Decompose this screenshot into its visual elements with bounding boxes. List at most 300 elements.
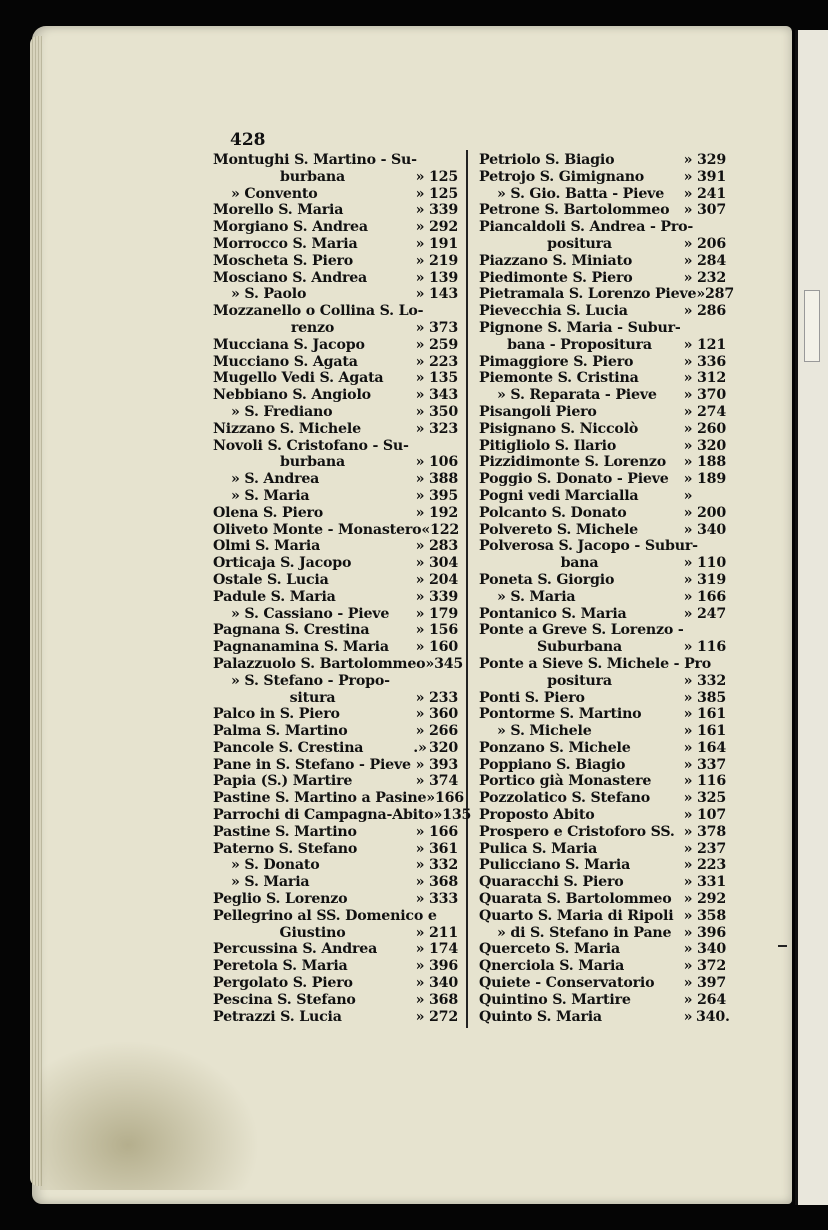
index-entry: [479, 169, 726, 186]
index-entry: [479, 807, 726, 824]
ditto-mark: »: [683, 605, 693, 622]
index-entry: [213, 773, 458, 790]
ditto-mark: »: [415, 403, 425, 420]
index-entry: [213, 706, 458, 723]
ditto-mark: »: [415, 168, 425, 185]
entry-name: » S. Reparata - Pieve: [497, 387, 657, 404]
entry-page: 339: [428, 202, 458, 219]
ditto-mark: »: [415, 353, 425, 370]
next-page-edge: [795, 30, 828, 1205]
entry-name: » S. Gio. Batta - Pieve: [497, 185, 665, 202]
ditto-mark: »: [683, 639, 693, 656]
index-entry: [213, 673, 458, 690]
ditto-mark: »: [683, 773, 693, 790]
index-entry: [479, 690, 726, 707]
entry-name: Pagnanamina S. Maria: [213, 639, 389, 656]
ditto-mark: »: [683, 387, 693, 404]
entry-name: Olmi S. Maria: [213, 538, 321, 555]
entry-name: » S. Stefano - Propo-: [231, 672, 390, 689]
entry-page: 325: [696, 790, 726, 807]
entry-name: Pisignano S. Niccolò: [479, 420, 639, 437]
index-entry: [479, 522, 726, 539]
ditto-mark: »: [415, 370, 425, 387]
entry-name: Quintino S. Martire: [479, 991, 631, 1008]
ditto-mark: »: [683, 420, 693, 437]
entry-name: » S. Michele: [497, 723, 592, 740]
entry-page: 287: [705, 286, 735, 303]
index-entry: [213, 522, 458, 539]
entry-name: Poppiano S. Biagio: [479, 756, 626, 773]
index-entry: [213, 690, 458, 707]
index-entry: [479, 186, 726, 203]
index-entry: [479, 740, 726, 757]
entry-page: 160: [428, 639, 458, 656]
ditto-mark: »: [683, 975, 693, 992]
entry-page: 161: [696, 706, 726, 723]
entry-page: 368: [428, 991, 458, 1008]
ditto-mark: »: [683, 823, 693, 840]
entry-name: Mosciano S. Andrea: [213, 269, 368, 286]
entry-name: bana - Propositura: [507, 336, 652, 353]
entry-page: 372: [696, 958, 726, 975]
index-entry: [213, 202, 458, 219]
index-entry: [213, 925, 458, 942]
ditto-mark: »: [415, 622, 425, 639]
entry-name: Ponti S. Piero: [479, 689, 585, 706]
entry-page: 286: [696, 303, 726, 320]
entry-page: 385: [696, 689, 726, 706]
entry-name: Ponte a Greve S. Lorenzo -: [479, 622, 684, 639]
entry-page: 397: [696, 975, 726, 992]
entry-page: 374: [428, 773, 458, 790]
index-entry: [479, 622, 726, 639]
ditto-mark: »: [683, 202, 693, 219]
index-entry: [479, 471, 726, 488]
ditto-mark: »: [683, 353, 693, 370]
index-entry: [479, 706, 726, 723]
index-entry: [213, 975, 458, 992]
entry-name: Polverosa S. Jacopo - Subur-: [479, 538, 698, 555]
index-entry: [213, 639, 458, 656]
entry-name: Ponzano S. Michele: [479, 739, 631, 756]
index-entry: [479, 606, 726, 623]
entry-name: Pozzolatico S. Stefano: [479, 790, 651, 807]
entry-page: 340: [696, 941, 726, 958]
entry-page: 122: [430, 521, 460, 538]
ditto-mark: «: [421, 521, 431, 538]
entry-page: 340: [696, 521, 726, 538]
entry-page: 135: [442, 807, 472, 824]
ditto-mark: »: [415, 975, 425, 992]
entry-name: Pitigliolo S. Ilario: [479, 437, 617, 454]
index-entry: [479, 857, 726, 874]
ditto-mark: »: [683, 689, 693, 706]
entry-page: 204: [428, 571, 458, 588]
ditto-mark: »: [683, 723, 693, 740]
ditto-mark: »: [415, 773, 425, 790]
entry-page: 125: [428, 185, 458, 202]
entry-name: Pane in S. Stefano - Pieve: [213, 756, 411, 773]
index-entry: [479, 236, 726, 253]
ditto-mark: »: [415, 941, 425, 958]
entry-name: Piedimonte S. Piero: [479, 269, 633, 286]
margin-mark: [778, 945, 787, 947]
index-entry: [213, 841, 458, 858]
index-entry: [479, 320, 726, 337]
entry-page: 179: [428, 605, 458, 622]
index-entry: [213, 606, 458, 623]
index-entry: [213, 857, 458, 874]
entry-page: 223: [428, 353, 458, 370]
index-entry: [213, 908, 458, 925]
ditto-mark: »: [683, 857, 693, 874]
ditto-mark: »: [415, 823, 425, 840]
index-entry: [479, 538, 726, 555]
index-entry: [213, 589, 458, 606]
ditto-mark: »: [683, 891, 693, 908]
index-entry: [213, 891, 458, 908]
entry-page: 312: [696, 370, 726, 387]
ditto-mark: »: [683, 555, 693, 572]
entry-page: 166: [428, 823, 458, 840]
ditto-mark: »: [683, 907, 693, 924]
ditto-mark: »: [683, 941, 693, 958]
index-entry: [479, 370, 726, 387]
ditto-mark: »: [415, 471, 425, 488]
entry-name: Olena S. Piero: [213, 504, 324, 521]
entry-name: Morello S. Maria: [213, 202, 344, 219]
entry-page: 106: [428, 454, 458, 471]
column-divider: [466, 150, 468, 1028]
index-entry: [213, 824, 458, 841]
index-entry: [213, 807, 472, 824]
ditto-mark: »: [415, 487, 425, 504]
ditto-mark: »: [415, 588, 425, 605]
entry-name: Pescina S. Stefano: [213, 991, 356, 1008]
entry-page: 211: [428, 924, 458, 941]
entry-name: Pisangoli Piero: [479, 403, 597, 420]
entry-name: Peglio S. Lorenzo: [213, 891, 348, 908]
index-entry: [479, 925, 726, 942]
entry-name: Quiete - Conservatorio: [479, 975, 655, 992]
index-entry: [213, 757, 458, 774]
index-entry: [213, 186, 458, 203]
index-entry: [479, 555, 726, 572]
entry-name: positura: [547, 235, 612, 252]
index-entry: [213, 555, 458, 572]
entry-name: » S. Andrea: [231, 471, 320, 488]
ditto-mark: »: [415, 336, 425, 353]
entry-page: 264: [696, 991, 726, 1008]
ditto-mark: »: [426, 790, 435, 807]
entry-page: 284: [696, 252, 726, 269]
entry-page: 396: [428, 958, 458, 975]
entry-page: 166: [434, 790, 464, 807]
ditto-mark: »: [415, 286, 425, 303]
ditto-mark: »: [683, 504, 693, 521]
ditto-mark: »: [415, 387, 425, 404]
entry-name: Pellegrino al SS. Domenico e: [213, 907, 437, 924]
entry-page: 272: [428, 1008, 458, 1025]
entry-page: 304: [428, 555, 458, 572]
index-entry: [479, 421, 726, 438]
index-entry: [479, 908, 726, 925]
index-entry: [213, 337, 458, 354]
ditto-mark: »: [683, 471, 693, 488]
entry-name: Nebbiano S. Angiolo: [213, 387, 371, 404]
entry-page: 320: [696, 437, 726, 454]
index-entry: [479, 253, 726, 270]
index-entry: [479, 303, 726, 320]
index-entry: [479, 723, 726, 740]
entry-page: 343: [428, 387, 458, 404]
entry-name: Giustino: [279, 924, 346, 941]
ditto-mark: »: [683, 454, 693, 471]
entry-name: Piazzano S. Miniato: [479, 252, 633, 269]
entry-page: 391: [696, 168, 726, 185]
entry-page: 107: [696, 807, 726, 824]
index-entry: [479, 572, 726, 589]
page-edges: [30, 36, 42, 1186]
index-entry: [479, 673, 726, 690]
index-entry: [213, 169, 458, 186]
ditto-mark: »: [415, 874, 425, 891]
index-entry: [213, 236, 458, 253]
index-column-left: [213, 152, 472, 1025]
index-entry: [213, 790, 464, 807]
ditto-mark: »: [683, 437, 693, 454]
entry-page: 307: [696, 202, 726, 219]
index-entry: [479, 354, 726, 371]
entry-name: » S. Frediano: [231, 403, 333, 420]
ditto-mark: »: [415, 571, 425, 588]
index-entry: [213, 270, 458, 287]
entry-name: Petriolo S. Biagio: [479, 152, 615, 168]
index-entry: [479, 488, 726, 505]
index-entry: [479, 790, 726, 807]
entry-page: 139: [428, 269, 458, 286]
ditto-mark: »: [415, 756, 425, 773]
entry-page: 219: [428, 252, 458, 269]
index-entry: [479, 773, 726, 790]
entry-page: 266: [428, 723, 458, 740]
index-entry: [479, 270, 726, 287]
entry-name: Pontorme S. Martino: [479, 706, 642, 723]
entry-name: Pulica S. Maria: [479, 840, 598, 857]
entry-page: 332: [696, 672, 726, 689]
index-entry: [479, 975, 726, 992]
entry-page: 339: [428, 588, 458, 605]
entry-page: 233: [428, 689, 458, 706]
entry-name: Querceto S. Maria: [479, 941, 620, 958]
ditto-mark: »: [683, 403, 693, 420]
ditto-mark: »: [415, 1008, 425, 1025]
entry-page: 361: [428, 840, 458, 857]
entry-name: » Convento: [231, 185, 318, 202]
ditto-mark: »: [415, 252, 425, 269]
entry-page: 396: [696, 924, 726, 941]
ditto-mark: »: [683, 739, 693, 756]
index-entry: [479, 404, 726, 421]
entry-name: Pietramala S. Lorenzo Pieve: [479, 286, 697, 303]
entry-page: 333: [428, 891, 458, 908]
entry-name: Poggio S. Donato - Pieve: [479, 471, 669, 488]
ditto-mark: »: [425, 655, 435, 672]
entry-name: Pizzidimonte S. Lorenzo: [479, 454, 666, 471]
entry-page: 188: [696, 454, 726, 471]
ditto-mark: »: [683, 840, 693, 857]
entry-name: Orticaja S. Jacopo: [213, 555, 352, 572]
index-entry: [213, 941, 458, 958]
entry-name: Petrazzi S. Lucia: [213, 1008, 342, 1025]
index-entry: [213, 152, 458, 169]
entry-name: Portico già Monastere: [479, 773, 652, 790]
entry-name: Mozzanello o Collina S. Lo-: [213, 303, 424, 320]
entry-page: 192: [428, 504, 458, 521]
ditto-mark: »: [683, 924, 693, 941]
ditto-mark: »: [683, 152, 693, 168]
entry-page: 320: [428, 739, 458, 756]
index-entry: [213, 370, 458, 387]
entry-name: Morrocco S. Maria: [213, 235, 358, 252]
entry-page: 395: [428, 487, 458, 504]
entry-name: » S. Donato: [231, 857, 320, 874]
ditto-mark: »: [683, 1008, 693, 1025]
ditto-mark: »: [683, 370, 693, 387]
index-entry: [479, 941, 726, 958]
entry-page: 121: [696, 336, 726, 353]
entry-name: » S. Maria: [231, 487, 310, 504]
entry-name: Palco in S. Piero: [213, 706, 340, 723]
entry-page: 241: [696, 185, 726, 202]
index-entry: [479, 202, 726, 219]
ditto-mark: »: [415, 639, 425, 656]
ditto-mark: »: [415, 555, 425, 572]
ditto-mark: »: [683, 303, 693, 320]
entry-name: Mugello Vedi S. Agata: [213, 370, 384, 387]
entry-page: 191: [428, 235, 458, 252]
entry-name: Pagnana S. Crestina: [213, 622, 370, 639]
entry-name: Percussina S. Andrea: [213, 941, 378, 958]
entry-name: Morgiano S. Andrea: [213, 219, 368, 236]
entry-name: Palazzuolo S. Bartolommeo: [213, 655, 426, 672]
entry-name: Novoli S. Cristofano - Su-: [213, 437, 409, 454]
index-entry: [213, 219, 458, 236]
entry-page: 116: [696, 639, 726, 656]
index-entry: [479, 438, 726, 455]
ditto-mark: »: [683, 991, 693, 1008]
index-entry: [213, 354, 458, 371]
entry-name: Pignone S. Maria - Subur-: [479, 319, 681, 336]
entry-name: » di S. Stefano in Pane: [497, 924, 672, 941]
index-entry: [213, 438, 458, 455]
index-entry: [213, 740, 458, 757]
entry-page: 274: [696, 403, 726, 420]
entry-page: 166: [696, 588, 726, 605]
entry-name: Pastine S. Martino: [213, 823, 357, 840]
entry-name: Quarto S. Maria di Ripoli: [479, 907, 674, 924]
entry-page: 319: [696, 571, 726, 588]
entry-page: 373: [428, 319, 458, 336]
entry-name: » S. Maria: [231, 874, 310, 891]
page-stain: [40, 1040, 260, 1190]
index-entry: [479, 337, 726, 354]
index-entry: [213, 286, 458, 303]
index-entry: [479, 639, 726, 656]
entry-page: 340.: [696, 1008, 730, 1025]
ditto-mark: »: [415, 504, 425, 521]
ditto-mark: »: [683, 807, 693, 824]
page-number: 428: [230, 130, 266, 150]
ditto-mark: »: [683, 588, 693, 605]
index-entry: [213, 874, 458, 891]
entry-name: Quinto S. Maria: [479, 1008, 602, 1025]
ditto-mark: »: [683, 756, 693, 773]
entry-page: 350: [428, 403, 458, 420]
index-entry: [213, 471, 458, 488]
entry-page: 223: [696, 857, 726, 874]
index-entry: [213, 655, 464, 673]
entry-page: 337: [696, 756, 726, 773]
index-entry: [213, 404, 458, 421]
entry-name: situra: [289, 689, 336, 706]
ditto-mark: »: [683, 874, 693, 891]
entry-name: Petrojo S. Gimignano: [479, 168, 645, 185]
ditto-mark: »: [415, 723, 425, 740]
ditto-mark: »: [415, 219, 425, 236]
ditto-mark: »: [415, 689, 425, 706]
entry-page: 247: [696, 605, 726, 622]
index-entry: [479, 1008, 730, 1026]
ditto-mark: »: [683, 571, 693, 588]
entry-name: Piancaldoli S. Andrea - Pro-: [479, 219, 694, 236]
index-entry: [479, 958, 726, 975]
ditto-mark: »: [415, 840, 425, 857]
ditto-mark: »: [415, 991, 425, 1008]
entry-page: 292: [696, 891, 726, 908]
ditto-mark: »: [683, 185, 693, 202]
entry-name: Papia (S.) Martire: [213, 773, 353, 790]
entry-page: 232: [696, 269, 726, 286]
entry-name: burbana: [280, 454, 345, 471]
index-entry: [213, 421, 458, 438]
index-entry: [479, 992, 726, 1009]
entry-name: Pastine S. Martino a Pasine: [213, 790, 427, 807]
entry-page: 323: [428, 420, 458, 437]
entry-name: Mucciana S. Jacopo: [213, 336, 365, 353]
index-entry: [213, 488, 458, 505]
index-entry: [479, 874, 726, 891]
entry-page: 237: [696, 840, 726, 857]
ditto-mark: »: [415, 319, 425, 336]
entry-page: 345: [434, 655, 464, 672]
entry-name: Mucciano S. Agata: [213, 353, 358, 370]
ditto-mark: »: [683, 706, 693, 723]
entry-name: Petrone S. Bartolommeo: [479, 202, 670, 219]
entry-name: Prospero e Cristoforo SS.: [479, 823, 675, 840]
entry-page: 388: [428, 471, 458, 488]
index-entry: [479, 454, 726, 471]
index-entry: [479, 387, 726, 404]
entry-page: 340: [428, 975, 458, 992]
index-entry: [479, 891, 726, 908]
index-entry: [213, 622, 458, 639]
index-entry: [479, 824, 726, 841]
page-tab: [804, 290, 820, 362]
ditto-mark: »: [415, 269, 425, 286]
entry-page: 331: [696, 874, 726, 891]
entry-page: 260: [696, 420, 726, 437]
